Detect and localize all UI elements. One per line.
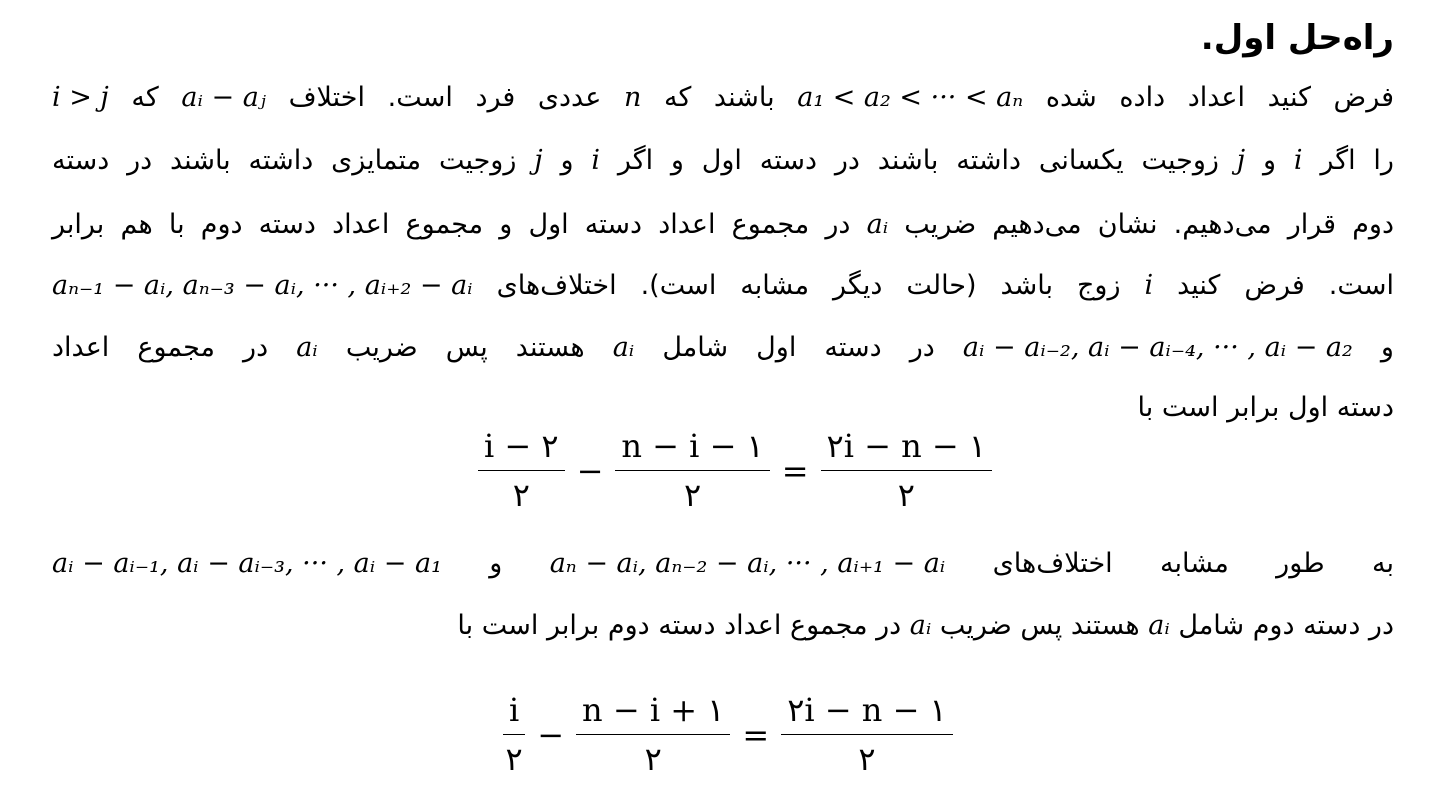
equals-operator: = (742, 715, 770, 754)
math-i: i (1293, 145, 1303, 176)
paragraph1-line5 (52, 318, 1394, 378)
numerator: i − ۲ (478, 428, 565, 471)
text: در مجموع اعداد دسته اول و مجموع اعداد دسته دوم با هم برابر (52, 209, 851, 240)
denominator: ۲ (897, 476, 915, 514)
paragraph1-line2 (52, 131, 1394, 191)
numerator: ۲i − n − ۱ (821, 428, 993, 471)
equation-first-group (478, 428, 992, 513)
math-ai: aᵢ (1148, 610, 1170, 641)
text: و (1262, 145, 1277, 176)
text: دوم قرار می‌دهیم. نشان می‌دهیم ضریب (904, 209, 1394, 240)
math-i: i (1144, 270, 1154, 301)
fraction (615, 428, 769, 513)
equals-operator: = (781, 451, 809, 490)
text: و (1380, 332, 1394, 363)
text: و (489, 548, 503, 579)
denominator: ۲ (505, 740, 523, 778)
solution-title: راه‌حل اول. (1200, 18, 1394, 58)
text: هستند پس ضریب (939, 610, 1140, 641)
text: زوجیت یکسانی داشته باشند در دسته اول و اگر (617, 145, 1219, 176)
text: در دسته دوم شامل (1178, 610, 1394, 641)
paragraph2-line2 (52, 596, 1394, 656)
math-difference-list: aᵢ − aᵢ₋₂, aᵢ − aᵢ₋₄, ··· , aᵢ − a₂ (962, 332, 1353, 363)
text: است. فرض کنید (1177, 270, 1394, 301)
denominator: ۲ (683, 476, 702, 514)
minus-operator: − (537, 715, 565, 754)
math-difference-list: aₙ − aᵢ, aₙ₋₂ − aᵢ, ··· , aᵢ₊₁ − aᵢ (549, 548, 946, 579)
text: زوج باشد (حالت دیگر مشابه است). اختلاف‌های (496, 270, 1121, 301)
fraction (478, 428, 565, 513)
denominator: ۲ (512, 476, 530, 514)
math-j: j (534, 145, 543, 176)
numerator: n − i + ۱ (576, 692, 730, 735)
math-sequence: a₁ < a₂ < ··· < aₙ (797, 82, 1024, 113)
paragraph1-line4 (52, 256, 1394, 316)
denominator: ۲ (858, 740, 876, 778)
paragraph1-line3 (52, 195, 1394, 255)
numerator: i (503, 692, 525, 735)
denominator: ۲ (644, 740, 662, 778)
math-inequality: i > j (52, 82, 109, 113)
math-difference-list: aₙ₋₁ − aᵢ, aₙ₋₃ − aᵢ, ··· , aᵢ₊₂ − aᵢ (52, 270, 473, 301)
fraction (781, 692, 953, 777)
text: که (131, 82, 159, 113)
text: فرض کنید اعداد داده شده (1045, 82, 1394, 113)
text: در دسته اول شامل (662, 332, 935, 363)
math-ai: aᵢ (866, 209, 889, 240)
text: به طور مشابه اختلاف‌های (992, 548, 1394, 579)
text: زوجیت متمایزی داشته باشند در دسته (52, 145, 517, 176)
fraction (821, 428, 993, 513)
text: و (560, 145, 574, 176)
text: باشند که (663, 82, 775, 113)
paragraph1-line1 (52, 68, 1394, 128)
paragraph2-line1 (52, 534, 1394, 594)
numerator: n − i − ۱ (615, 428, 769, 471)
equation-second-group (503, 692, 953, 777)
math-difference-list: aᵢ − aᵢ₋₁, aᵢ − aᵢ₋₃, ··· , aᵢ − a₁ (52, 548, 442, 579)
text: در مجموع اعداد دسته دوم برابر است با (457, 610, 902, 641)
numerator: ۲i − n − ۱ (781, 692, 953, 735)
fraction (503, 692, 525, 777)
minus-operator: − (576, 451, 604, 490)
text: عددی فرد است. اختلاف (288, 82, 602, 113)
text: هستند پس ضریب (345, 332, 585, 363)
text: را اگر (1320, 145, 1394, 176)
math-n: n (623, 82, 642, 113)
math-ai: aᵢ (296, 332, 318, 363)
text: دسته اول برابر است با (1137, 392, 1394, 423)
math-difference: aᵢ − aⱼ (181, 82, 266, 113)
math-ai: aᵢ (909, 610, 932, 641)
fraction (576, 692, 730, 777)
math-i: i (591, 145, 600, 176)
math-j: j (1236, 145, 1246, 176)
text: در مجموع اعداد (52, 332, 269, 363)
math-ai: aᵢ (612, 332, 635, 363)
